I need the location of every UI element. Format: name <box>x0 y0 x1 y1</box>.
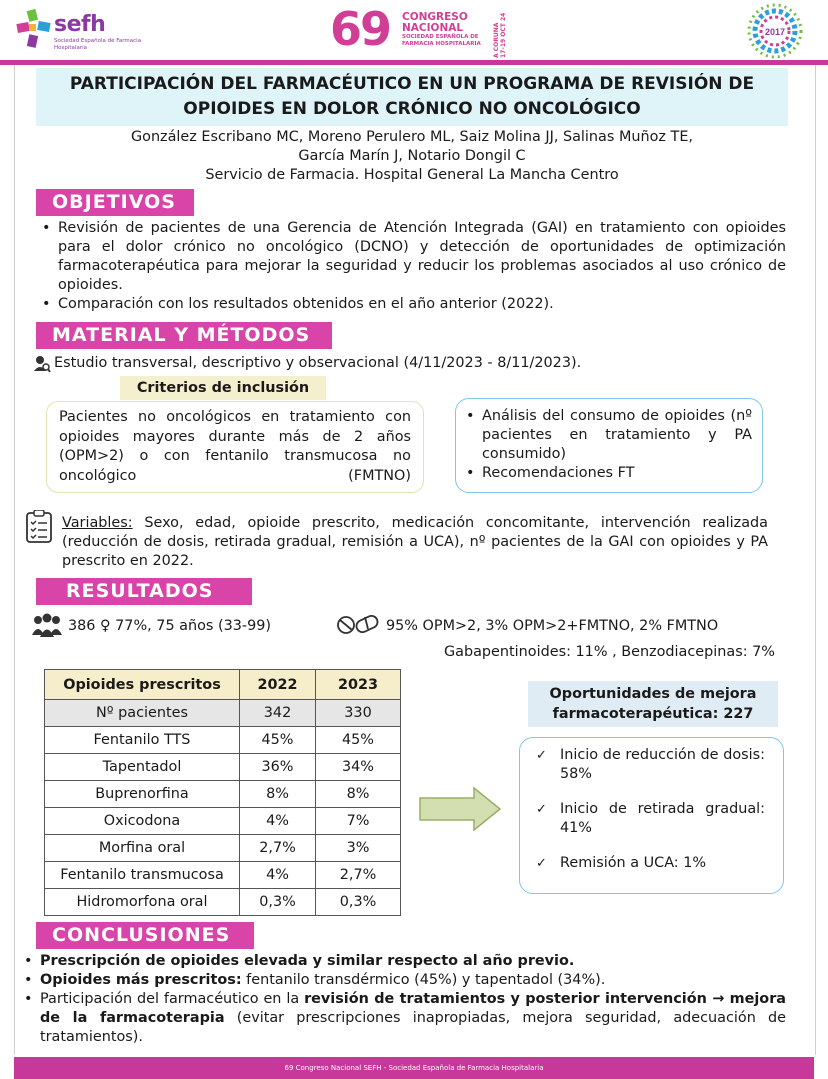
table-cell: 2,7% <box>240 835 316 862</box>
congress-subtitle: SOCIEDAD ESPAÑOLA DE FARMACIA HOSPITALARIA <box>402 34 481 47</box>
opportunities-heading <box>528 681 778 727</box>
authors-line-2: García Marín J, Notario Dongil C <box>298 148 526 164</box>
table-header-cell: 2023 <box>316 670 401 700</box>
table-row <box>45 781 401 808</box>
right-logo <box>738 2 812 60</box>
opportunity-item: ✓ Inicio de retirada gradual: 41% <box>534 800 765 838</box>
table-cell: 36% <box>240 754 316 781</box>
table-header-cell: 2022 <box>240 670 316 700</box>
table-cell: Fentanilo TTS <box>45 727 240 754</box>
conclusion-2-bold: Opioides más prescritos: <box>40 972 242 988</box>
poster-header <box>0 0 828 62</box>
conclusiones-heading: CONCLUSIONES <box>36 922 254 949</box>
table-cell: Fentanilo transmucosa <box>45 862 240 889</box>
table-cell: Tapentadol <box>45 754 240 781</box>
conclusion-item <box>18 971 786 990</box>
arrow-right-icon <box>418 786 502 832</box>
criteria-heading: Criterios de inclusión <box>120 376 326 400</box>
opioids-table <box>44 669 401 916</box>
criteria-box <box>46 401 424 493</box>
table-header-row <box>45 670 401 700</box>
affiliation: Servicio de Farmacia. Hospital General La Mancha Centro <box>205 167 619 183</box>
table-row <box>45 754 401 781</box>
metodos-heading: MATERIAL Y MÉTODOS <box>36 322 332 349</box>
table-cell: 34% <box>316 754 401 781</box>
table-header-cell: Opioides prescritos <box>45 670 240 700</box>
resultados-heading: RESULTADOS <box>36 578 252 605</box>
researcher-icon <box>33 355 51 373</box>
table-cell: Oxicodona <box>45 808 240 835</box>
opportunity-item: ✓ Remisión a UCA: 1% <box>534 854 765 873</box>
other-meds-stats: Gabapentinoides: 11% , Benzodiacepinas: 7% <box>444 644 775 660</box>
table-cell: 342 <box>240 700 316 727</box>
sefh-cross-icon <box>14 8 52 50</box>
authors-block <box>36 128 788 185</box>
right-logo-text: 2017 <box>764 27 786 37</box>
conclusion-3-lead: Participación del farmacéutico en la <box>40 991 305 1007</box>
analysis-item: • Recomendaciones FT <box>464 464 752 483</box>
objetivos-list <box>36 219 786 314</box>
analysis-item: • Análisis del consumo de opioides (nº pacientes en tratamiento y PA consumido) <box>464 407 752 464</box>
conclusion-3-text: (evitar prescripciones inapropiadas, mejora seguridad, adecuación de tratamientos). <box>40 1010 786 1045</box>
opportunities-box <box>519 737 784 894</box>
objetivos-heading: OBJETIVOS <box>36 189 194 216</box>
opportunities-heading-line-1: Oportunidades de mejora <box>549 686 757 702</box>
congress-logo <box>330 2 530 58</box>
variables-text: Sexo, edad, opioide prescrito, medicación concomitante, intervención realizada (reducción de dosis, retirada gradual, remisión a UCA), nº pacientes de la GAI con opioides y PA prescrito en 2022. <box>62 515 768 569</box>
table-row <box>45 808 401 835</box>
conclusion-1-text: Prescripción de opioides elevada y similar respecto al año previo. <box>40 953 575 969</box>
table-cell: Nº pacientes <box>45 700 240 727</box>
congress-title: CONGRESO NACIONAL <box>402 11 468 34</box>
title-line-2: OPIOIDES EN DOLOR CRÓNICO NO ONCOLÓGICO <box>183 99 641 119</box>
conclusion-2-text: fentanilo transdérmico (45%) y tapentadol (34%). <box>241 972 606 988</box>
table-row <box>45 727 401 754</box>
checklist-icon <box>25 510 53 544</box>
opportunity-item: ✓ Inicio de reducción de dosis: 58% <box>534 746 765 784</box>
logo-brand-text: sefh <box>54 12 106 37</box>
table-row <box>45 862 401 889</box>
people-group-icon <box>31 613 63 639</box>
criteria-text: Pacientes no oncológicos en tratamiento con opioides mayores durante más de 2 años (OPM>2) o con fentanilo transmucosa no oncológico (FMTNO) <box>59 409 411 484</box>
table-cell: 0,3% <box>240 889 316 916</box>
table-cell: Morfina oral <box>45 835 240 862</box>
table-cell: 2,7% <box>316 862 401 889</box>
table-cell: 0,3% <box>316 889 401 916</box>
variables-paragraph <box>62 514 768 571</box>
footer-bar: 69 Congreso Nacional SEFH - Sociedad Española de Farmacia Hospitalaria <box>14 1057 814 1079</box>
opm-stats: 95% OPM>2, 3% OPM>2+FMTNO, 2% FMTNO <box>386 618 719 634</box>
table-cell: 330 <box>316 700 401 727</box>
opportunities-heading-line-2: farmacoterapéutica: 227 <box>552 706 754 722</box>
table-cell: 4% <box>240 808 316 835</box>
analysis-box <box>455 398 763 493</box>
table-cell: 45% <box>240 727 316 754</box>
title-line-1: PARTICIPACIÓN DEL FARMACÉUTICO EN UN PROGRAMA DE REVISIÓN DE <box>69 74 755 94</box>
table-cell: 8% <box>316 781 401 808</box>
ring-logo-icon <box>738 2 812 60</box>
conclusion-item <box>18 990 786 1047</box>
table-cell: 3% <box>316 835 401 862</box>
objetivos-item: • Comparación con los resultados obtenidos en el año anterior (2022). <box>36 295 786 314</box>
study-design: Estudio transversal, descriptivo y observacional (4/11/2023 - 8/11/2023). <box>54 355 582 371</box>
conclusion-3-bold: revisión de tratamientos y posterior intervención → mejora de la farmacoterapia <box>40 991 786 1026</box>
objetivos-item: • Revisión de pacientes de una Gerencia de Atención Integrada (GAI) en tratamiento con opioides para el dolor crónico no oncológico (DCNO) y detección de oportunidades de optimización farmacoterapéutica para mejorar la seguridad y reducir los problemas asociados al uso crónico de opioides. <box>36 219 786 295</box>
poster-title <box>36 68 788 126</box>
congress-number: 69 <box>330 2 391 56</box>
table-row <box>45 835 401 862</box>
sefh-logo <box>14 8 154 54</box>
authors-line-1: González Escribano MC, Moreno Perulero ML, Saiz Molina JJ, Salinas Muñoz TE, <box>130 129 693 145</box>
table-row <box>45 889 401 916</box>
table-cell: 45% <box>316 727 401 754</box>
pills-icon <box>336 612 380 638</box>
table-cell: 7% <box>316 808 401 835</box>
patients-stats: 386 ♀ 77%, 75 años (33-99) <box>68 618 272 634</box>
table-row <box>45 700 401 727</box>
table-cell: 4% <box>240 862 316 889</box>
table-cell: 8% <box>240 781 316 808</box>
table-cell: Buprenorfina <box>45 781 240 808</box>
conclusion-item <box>18 952 786 971</box>
table-cell: Hidromorfona oral <box>45 889 240 916</box>
variables-label: Variables: <box>62 515 133 531</box>
conclusiones-list <box>18 952 786 1047</box>
logo-sub-text: Sociedad Española de Farmacia Hospitalaria <box>54 38 142 51</box>
congress-side-text: A CORUÑA 17-19 OCT 24 <box>493 12 507 58</box>
